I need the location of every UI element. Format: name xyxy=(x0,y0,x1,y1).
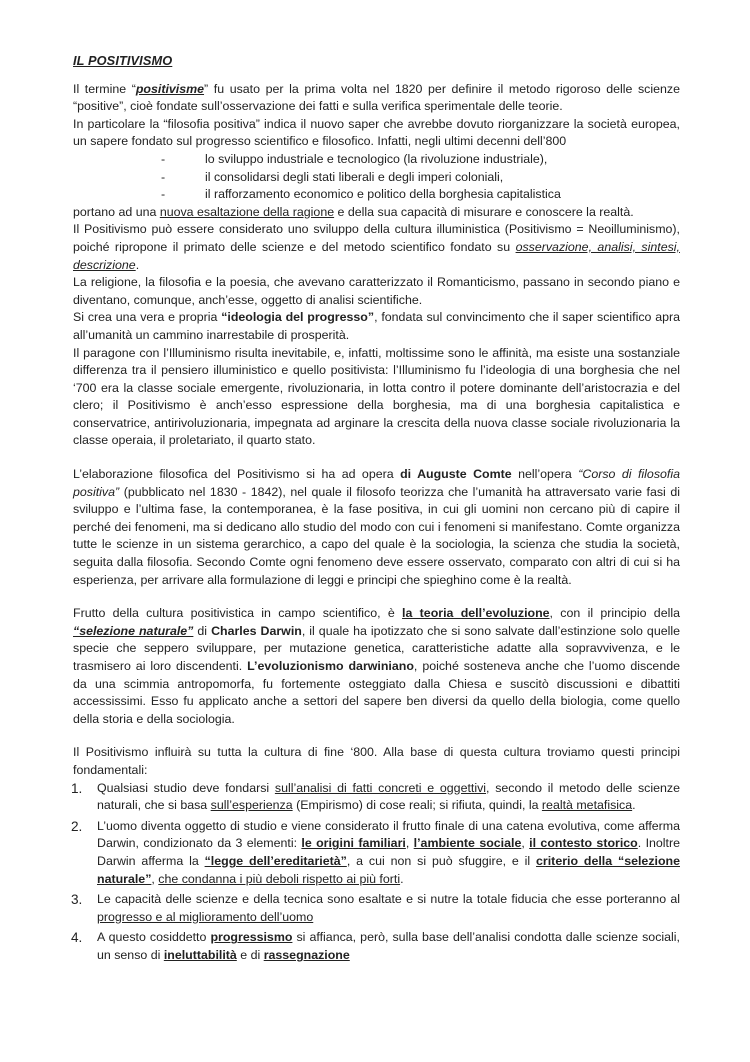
text: di xyxy=(193,623,212,638)
paragraph-filosofia-positiva: In particolare la “filosofia positiva” indica il nuovo saper che avrebbe dovuto riorganizzare la società europea, un sapere fondato sul progresso scientifico e filosofico. Infatti, negli ultimi decenni dell’800 xyxy=(73,116,680,149)
paragraph-principi: Il Positivismo influirà su tutta la cultura di fine ‘800. Alla base di questa cultura troviamo questi principi fondamentali: xyxy=(73,745,680,777)
bold-text: le origini familiari xyxy=(301,836,406,851)
list-item xyxy=(73,818,680,888)
text: , xyxy=(151,871,159,886)
text: . Inoltre Darwin afferma la xyxy=(97,836,681,868)
bold-text: L’evoluzionismo darwiniano xyxy=(247,659,414,673)
text: , con il principio della xyxy=(549,606,680,621)
list-number: 3. xyxy=(71,892,83,908)
text: portano ad una xyxy=(73,204,160,219)
list-number: 2. xyxy=(71,818,83,834)
document-page xyxy=(73,52,680,968)
list-item: - lo sviluppo industriale e tecnologico (la rivoluzione industriale), xyxy=(73,151,680,169)
bold-text: criterio della “selezione naturale” xyxy=(97,853,680,886)
text: L’elaborazione filosofica del Positivismo si ha ad opera xyxy=(73,467,401,482)
text: L’uomo diventa oggetto di studio e viene considerato il frutto finale di una catena evolutiva, come afferma Darwin, condizionato da 3 elementi: xyxy=(97,818,680,851)
text: A questo cosiddetto xyxy=(97,930,211,945)
list-number: 1. xyxy=(71,780,83,796)
bold-text: “ideologia del progresso” xyxy=(221,310,375,325)
paragraph-darwin xyxy=(73,605,680,728)
text: Il termine “ xyxy=(73,81,136,96)
text: , poiché sosteneva anche che l’uomo discende da una scimmia antropomorfa, fu fortemente osteggiato dalla Chiesa e suscitò discussioni e dibattiti accessissimi. Esso fu applicato anche a settori del sapere ben diversi da quello della biologia, come quello della storia e della sociologia. xyxy=(73,659,680,726)
bold-text: di Auguste Comte xyxy=(400,467,512,482)
text: si affianca, però, sulla base dell’analisi condotta dalle scienze sociali, un senso di xyxy=(97,930,680,962)
term-positivisme: positivisme xyxy=(135,81,205,96)
bold-text: “legge dell’ereditarietà” xyxy=(204,853,347,868)
bold-text: il contesto storico xyxy=(529,836,638,851)
paragraph-ideologia xyxy=(73,309,680,344)
text: , a cui non si può sfuggire, e il xyxy=(346,853,537,868)
paragraph-intro xyxy=(73,81,680,116)
page-title: IL POSITIVISMO xyxy=(73,53,173,68)
underlined-text: osservazione, analisi, sintesi, descrizione xyxy=(73,239,680,272)
spacer xyxy=(73,589,680,605)
text: . xyxy=(135,257,140,272)
text: , xyxy=(521,836,530,851)
text: . xyxy=(632,798,636,813)
list-item: - il consolidarsi degli stati liberali e degli imperi coloniali, xyxy=(73,169,680,187)
text: . xyxy=(400,871,404,886)
paragraph-religione: La religione, la filosofia e la poesia, che avevano caratterizzato il Romanticismo, passano in secondo piano e diventano, comunque, anch’esse, oggetto di analisi scientifiche. xyxy=(73,275,680,307)
bold-text: l’ambiente sociale xyxy=(413,836,522,851)
list-number: 4. xyxy=(71,930,83,946)
spacer xyxy=(73,728,680,744)
underlined-text: realtà metafisica xyxy=(541,798,633,813)
text: , xyxy=(405,836,414,851)
underlined-text: nuova esaltazione della ragione xyxy=(159,204,335,219)
underlined-text: che condanna i più deboli rispetto ai più forti xyxy=(158,871,401,886)
underlined-text: progresso e al miglioramento dell’uomo xyxy=(97,909,314,924)
bold-text: la teoria dell’evoluzione xyxy=(402,606,550,621)
text: (pubblicato nel 1830 - 1842), nel quale il filosofo teorizza che l’umanità ha attraversato varie fasi di sviluppo e l’ultima fase, la contemporanea, è la fase positiva, in cui gli uomini non cercano più di capire il perché dei fenomeni, ma si dedicano allo studio del modo con cui i fenomeni si manifestano. Comte organizza tutte le scienze in un sistema gerarchico, a capo del quale è la sociologia, la scienza che studia la società, seguita dalla filosofia. Secondo Comte ogni fenomeno deve essere osservato, comparato con altri di cui si ha esperienza, per arrivare alla formulazione di leggi e principi che spieghino come è la realtà. xyxy=(73,484,680,587)
text: e di xyxy=(236,947,264,962)
bold-text: Charles Darwin xyxy=(211,623,302,638)
text: ) di cose reali; si rifiuta, quindi, la xyxy=(358,798,542,813)
text: , secondo il metodo delle scienze naturali, che si basa xyxy=(97,780,680,813)
list-item: - il rafforzamento economico e politico della borghesia capitalistica xyxy=(73,186,680,204)
text: Le capacità delle scienze e della tecnica sono esaltate e si nutre la totale fiducia che esse porteranno al xyxy=(97,892,680,907)
paragraph-illuminismo: Il paragone con l’Illuminismo risulta inevitabile, e, infatti, moltissime sono le affinità, ma esiste una sostanziale differenza tra il pensiero illuministico e quello positivista: l’Illuminismo fu l’ideologia di una borghesia che nel ‘700 era la classe sociale emergente, rivoluzionaria, in lotta contro il potere dominante dell’aristocrazia e del clero; il Positivismo è anch’esso espressione della borghesia, ma di una borghesia capitalistica e conservatrice, antirivoluzionaria, impegnata ad arginare la crescita della nuova classe sociale rivoluzionaria la classe operaia, il proletariato, il quarto stato. xyxy=(73,345,680,448)
text: , il quale ha ipotizzato che si sono salvate dall’estinzione solo quelle specie che seppero sviluppare, per mutazione genetica, caratteristiche adatte alla sopravvivenza, e le trasmisero ai loro discendenti. xyxy=(73,623,681,673)
text: Empirismo xyxy=(300,798,359,813)
text: Si crea una vera e propria xyxy=(73,310,222,325)
text: , fondata sul convincimento che il saper scientifico apra all’umanità un cammino inarrestabile di prosperità. xyxy=(73,310,681,342)
text: Il Positivismo può essere considerato uno sviluppo della cultura illuministica (Positivismo = Neoilluminismo), poiché ripropone il primato delle scienze e del metodo scientifico fondato su xyxy=(73,222,680,254)
bold-text: “selezione naturale” xyxy=(73,623,194,638)
dash-list xyxy=(73,151,680,204)
underlined-text: sull’esperienza xyxy=(210,798,293,813)
paragraph-comte xyxy=(73,466,680,589)
list-item xyxy=(73,929,680,964)
numbered-list xyxy=(73,780,680,965)
list-item xyxy=(73,891,680,926)
underlined-text: sull’analisi di fatti concreti e oggettivi xyxy=(274,780,487,795)
text: ( xyxy=(292,798,301,813)
spacer xyxy=(73,450,680,466)
text: Frutto della cultura positivistica in campo scientifico, è xyxy=(73,606,403,621)
text: Qualsiasi studio deve fondarsi xyxy=(97,780,275,795)
paragraph-ragione xyxy=(73,204,680,222)
text: e della sua capacità di misurare e conoscere la realtà. xyxy=(334,204,634,219)
text: ” fu usato per la prima volta nel 1820 per definire il metodo rigoroso delle scienze “positive”, cioè fondate sull’osservazione dei fatti e sulla verifica sperimentale delle teorie. xyxy=(73,81,680,114)
paragraph-neoilluminismo xyxy=(73,221,680,274)
bold-text: ineluttabilità xyxy=(163,947,237,962)
bold-text: progressismo xyxy=(210,930,293,945)
italic-text: “Corso di filosofia positiva” xyxy=(73,467,680,499)
text: nell’opera xyxy=(511,467,579,482)
list-item xyxy=(73,780,680,815)
bold-text: rassegnazione xyxy=(263,947,350,962)
